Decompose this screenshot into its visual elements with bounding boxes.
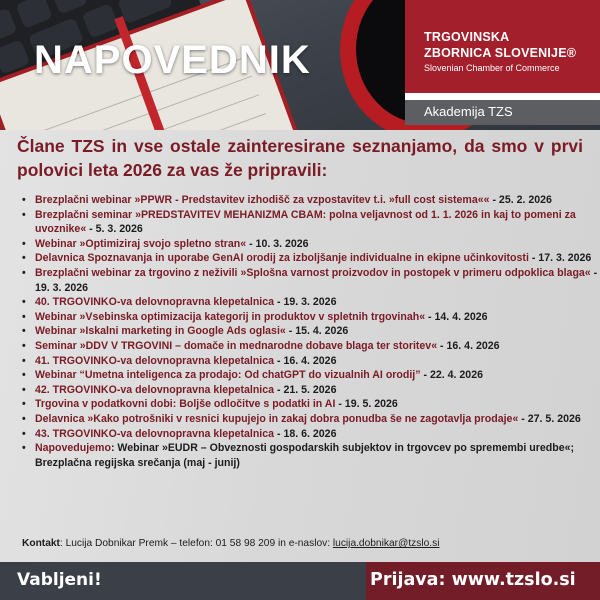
event-date: - 16. 4. 2026 — [437, 339, 500, 352]
contact-info — [22, 538, 440, 549]
registration-link[interactable]: Prijava: www.tzslo.si — [370, 570, 576, 590]
event-title: Webinar »Vsebinska optimizacija kategorij in produktov v spletnih trgovinah« — [35, 310, 426, 323]
event-title: Delavnica Spoznavanja in uporabe GenAI orodij za izboljšanje individualne in ekipne učinkovitosti — [35, 252, 529, 265]
event-date: - 15. 4. 2026 — [285, 325, 349, 338]
event-date: - 14. 4. 2026 — [425, 310, 488, 323]
content-panel — [0, 130, 600, 562]
event-title: Brezplačni webinar za trgovino z neživili »Splošna varnost proizvodov in postopek v primeru odpoklica blaga« — [35, 266, 591, 279]
event-title: Brezplačni webinar »PPWR - Predstavitev izhodišč za vzpostavitev t.i. »full cost sistema«« — [35, 194, 490, 206]
event-date: - 19. 5. 2026 — [335, 398, 398, 411]
list-item[interactable] — [35, 339, 600, 354]
list-item[interactable] — [35, 412, 600, 427]
list-item[interactable] — [35, 251, 600, 266]
list-item[interactable] — [35, 310, 600, 325]
event-list — [19, 193, 600, 470]
event-date: - 22. 4. 2026 — [420, 369, 483, 382]
event-title: Trgovina v podatkovni dobi: Boljše odločitve s podatki in AI — [35, 398, 336, 411]
list-item[interactable] — [35, 383, 600, 398]
event-date: - 19. 3. 2026 — [274, 296, 337, 309]
registration-box[interactable] — [366, 562, 600, 600]
event-title: Seminar »DDV V TRGOVINI – domače in mednarodne dobave blaga ter storitev« — [35, 339, 438, 352]
event-title: 40. TRGOVINKO-va delovnopravna klepetalnica — [35, 296, 275, 309]
list-item[interactable] — [35, 427, 600, 442]
event-date: - 10. 3. 2026 — [246, 237, 309, 250]
contact-email-link[interactable]: lucija.dobnikar@tzslo.si — [332, 538, 440, 549]
contact-label: Kontakt — [22, 538, 60, 549]
list-item[interactable] — [35, 368, 600, 383]
list-item[interactable] — [35, 295, 600, 310]
logo-academy: Akademija TZS — [424, 104, 513, 119]
event-title: Webinar »Optimiziraj svojo spletno stran« — [35, 237, 247, 250]
event-date: - 5. 3. 2026 — [86, 223, 143, 236]
welcome-text: Vabljeni! — [17, 570, 102, 590]
list-item[interactable] — [35, 354, 600, 369]
list-item[interactable] — [35, 266, 600, 295]
event-title: Delavnica »Kako potrošniki v resnici kupujejo in zakaj dobra ponudba še ne zagotavlja prodaje« — [35, 412, 519, 425]
tzs-logo — [405, 0, 600, 127]
hero-banner — [0, 0, 600, 135]
logo-line-1: TRGOVINSKA — [424, 30, 510, 44]
intro-text: Člane TZS in vse ostale zainteresirane seznanjamo, da smo v prvi polovici leta 2026 za vas že pripravili: — [17, 136, 583, 180]
event-date: - 19. 3. 2026 — [35, 266, 598, 294]
event-title: 41. TRGOVINKO-va delovnopravna klepetalnica — [35, 354, 275, 367]
event-date: - 21. 5. 2026 — [274, 383, 337, 396]
event-title: Brezplačni seminar »PREDSTAVITEV MEHANIZMA CBAM: polna veljavnost od 1. 1. 2026 in kaj to pomeni za uvoznike« — [35, 208, 576, 236]
list-item[interactable] — [35, 397, 600, 412]
list-item[interactable] — [35, 324, 600, 339]
announcement-label: Napovedujemo — [35, 442, 111, 455]
event-title: Webinar »Iskalni marketing in Google Ads oglasi« — [35, 325, 286, 338]
event-date: - 25. 2. 2026 — [489, 194, 552, 206]
logo-line-2: ZBORNICA SLOVENIJE® — [424, 46, 577, 60]
page-title: NAPOVEDNIK — [34, 38, 311, 82]
footer-bar — [0, 562, 600, 600]
list-item[interactable] — [35, 208, 600, 237]
event-title: Webinar “Umetna inteligenca za prodajo: Od chatGPT do vizualnih AI orodij” — [35, 369, 421, 382]
event-date: - 16. 4. 2026 — [274, 354, 337, 367]
announcement-text: : Webinar »EUDR – Obveznosti gospodarskih subjektov in trgovcev po spremembi uredbe«; Brezplačna regijska srečanja (maj - junij) — [35, 442, 575, 469]
list-item — [35, 441, 600, 470]
event-date: - 18. 6. 2026 — [274, 427, 337, 440]
list-item[interactable] — [35, 193, 600, 208]
list-item[interactable] — [35, 237, 600, 252]
logo-subtitle: Slovenian Chamber of Commerce — [424, 63, 560, 73]
event-date: - 27. 5. 2026 — [518, 412, 581, 425]
event-title: 43. TRGOVINKO-va delovnopravna klepetalnica — [35, 427, 275, 440]
event-date: - 17. 3. 2026 — [528, 252, 592, 265]
event-title: 42. TRGOVINKO-va delovnopravna klepetalnica — [35, 383, 275, 396]
contact-text: : Lucija Dobnikar Premk – telefon: 01 58 98 209 in e-naslov: — [59, 538, 333, 549]
